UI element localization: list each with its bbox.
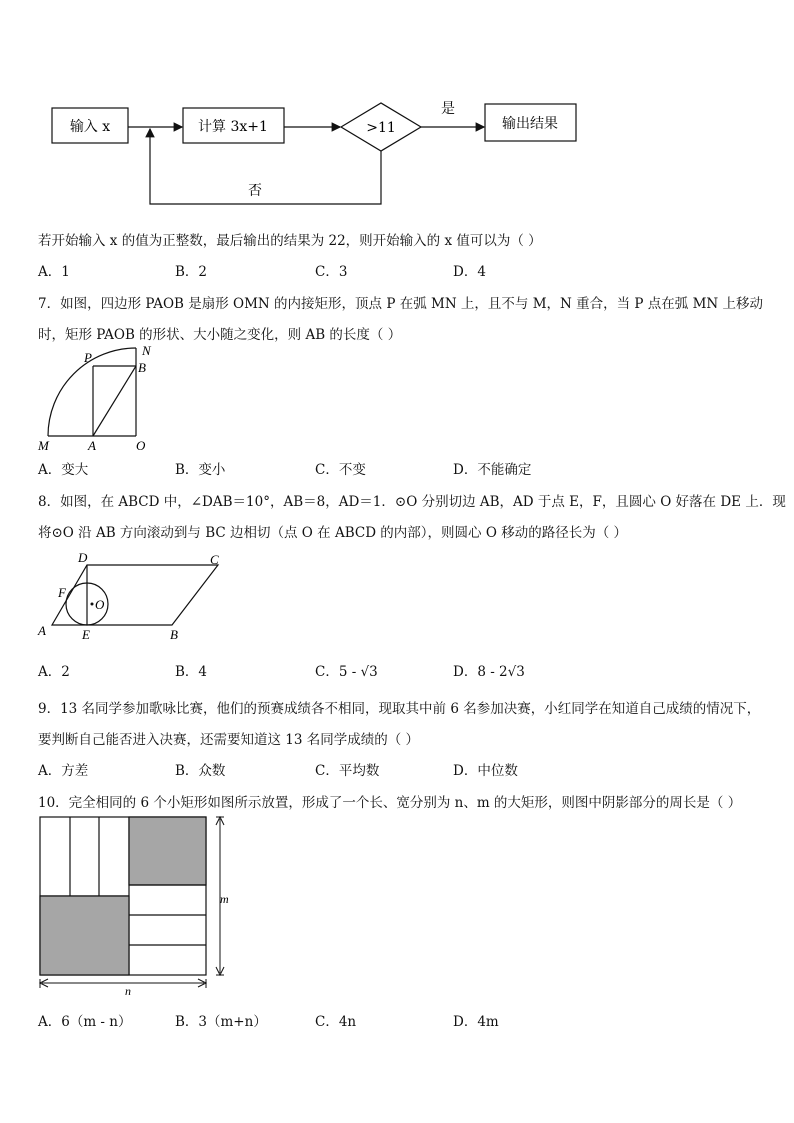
center-o	[91, 603, 94, 606]
q10-option-c: C．4n	[315, 1014, 357, 1030]
compute-label: 计算 3x+1	[198, 119, 268, 135]
label-o8: O	[95, 597, 105, 612]
q9-option-d: D．中位数	[453, 763, 518, 779]
segment-ab	[93, 366, 136, 436]
input-label: 输入 x	[69, 119, 111, 135]
label-b: B	[138, 360, 146, 375]
label-e: E	[82, 627, 90, 642]
label-b8: B	[170, 627, 178, 642]
q7-stem-line1: 7．如图，四边形 PAOB 是扇形 OMN 的内接矩形，顶点 P 在弧 MN 上，且不与 M，N 重合，当 P 点在弧 MN 上移动	[38, 296, 764, 312]
q10-option-a: A．6（m - n）	[38, 1014, 132, 1030]
q8-figure	[0, 548, 794, 648]
q9-stem-line2: 要判断自己能否进入决赛，还需要知道这 13 名同学成绩的（ ）	[38, 732, 420, 748]
label-a8: A	[38, 623, 46, 638]
shaded-top-right	[129, 817, 206, 885]
output-label: 输出结果	[502, 116, 558, 132]
q6-stem: 若开始输入 x 的值为正整数，最后输出的结果为 22，则开始输入的 x 值可以为（ ）	[38, 233, 542, 249]
label-n10: n	[125, 984, 131, 998]
flowchart	[0, 0, 794, 215]
q8-option-c: C．5 - √3	[315, 664, 378, 680]
q6-option-d: D．4	[453, 264, 486, 280]
q9-stem-line1: 9．13 名同学参加歌咏比赛，他们的预赛成绩各不相同，现取其中前 6 名参加决赛，小红同学在知道自己成绩的情况下，	[38, 701, 761, 717]
label-m: M	[38, 438, 49, 453]
q10-stem: 10．完全相同的 6 个小矩形如图所示放置，形成了一个长、宽分别为 n、m 的大矩形，则图中阴影部分的周长是（ ）	[38, 795, 742, 811]
q6-option-c: C．3	[315, 264, 348, 280]
q6-option-a: A．1	[38, 264, 70, 280]
parallelogram-abcd	[52, 565, 218, 625]
q6-option-b: B．2	[175, 264, 208, 280]
label-n: N	[142, 343, 151, 358]
q8-stem-line1: 8．如图，在 ABCD 中，∠DAB＝10°，AB＝8，AD＝1．⊙O 分别切边 AB，AD 于点 E，F，且圆心 O 好落在 DE 上．现	[38, 494, 786, 510]
yes-label: 是	[441, 101, 455, 117]
q10-option-b: B．3（m+n）	[175, 1014, 267, 1030]
q7-stem-line2: 时，矩形 PAOB 的形状、大小随之变化，则 AB 的长度（ ）	[38, 327, 402, 343]
q9-option-c: C．平均数	[315, 763, 380, 779]
q8-stem-line2: 将⊙O 沿 AB 方向滚动到与 BC 边相切（点 O 在 ABCD 的内部），则圆心 O 移动的路径长为（ ）	[38, 525, 628, 541]
shaded-bottom-left	[40, 896, 129, 975]
q7-option-d: D．不能确定	[453, 462, 532, 478]
label-c: C	[210, 552, 219, 567]
label-m10: m	[220, 892, 229, 906]
condition-label: >11	[366, 120, 396, 136]
q10-figure	[0, 812, 794, 998]
arc-mn	[48, 348, 136, 436]
label-a: A	[88, 438, 96, 453]
q9-option-b: B．众数	[175, 763, 226, 779]
q7-option-a: A．变大	[38, 462, 89, 478]
q8-option-d: D．8 - 2√3	[453, 664, 525, 680]
q7-option-c: C．不变	[315, 462, 366, 478]
q8-option-b: B．4	[175, 664, 208, 680]
no-label: 否	[248, 183, 262, 199]
q9-option-a: A．方差	[38, 763, 89, 779]
q10-option-d: D．4m	[453, 1014, 499, 1030]
label-f: F	[58, 585, 66, 600]
q7-figure	[0, 340, 794, 460]
label-d: D	[78, 550, 88, 565]
label-o: O	[136, 438, 146, 453]
q7-option-b: B．变小	[175, 462, 226, 478]
q8-option-a: A．2	[38, 664, 70, 680]
label-p: P	[84, 350, 92, 365]
